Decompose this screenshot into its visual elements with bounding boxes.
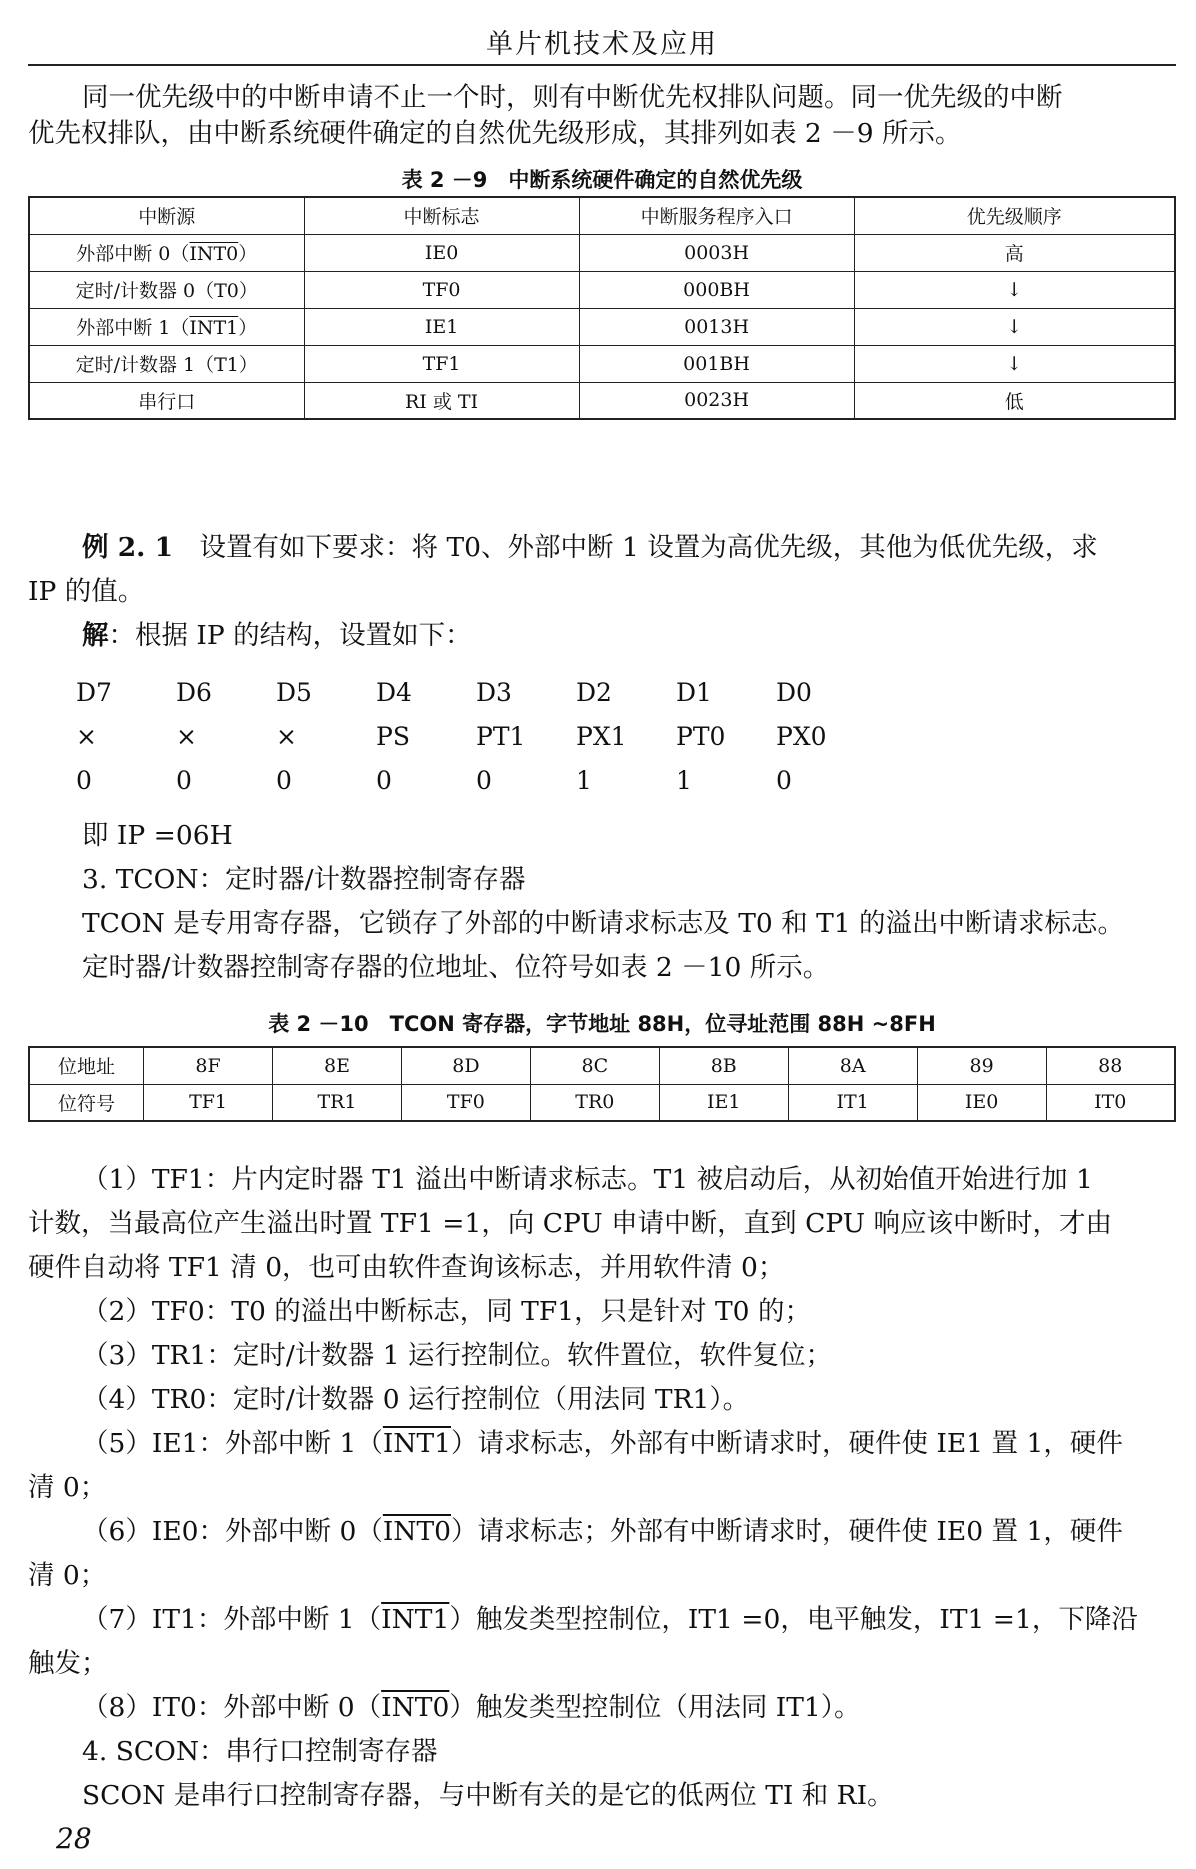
ie1-text: （5）IE1：外部中断 1（ xyxy=(82,1428,383,1459)
it0-text-end: ）触发类型控制位（用法同 IT1）。 xyxy=(449,1692,861,1723)
ie0-line-2: 清 0； xyxy=(28,1560,107,1591)
bit-cell: 1 xyxy=(676,765,692,795)
source-text: 定时/计数器 0（T0） xyxy=(75,280,258,302)
cell-flag: TF0 xyxy=(304,271,579,308)
ie1-line-2: 清 0； xyxy=(28,1472,107,1503)
table-2-9-caption: 表 2 －9 中断系统硬件确定的自然优先级 xyxy=(401,168,803,192)
bit-symbol-cell: TR1 xyxy=(273,1084,402,1121)
example-line-2: IP 的值。 xyxy=(28,576,145,607)
cell-entry: 001BH xyxy=(579,345,854,382)
bit-symbol-cell: TR0 xyxy=(530,1084,659,1121)
bit-row-symbols xyxy=(76,714,876,758)
tf1-line-3: 硬件自动将 TF1 清 0，也可由软件查询该标志，并用软件清 0； xyxy=(28,1252,785,1283)
solution-line xyxy=(28,614,1196,658)
cell-priority: ↓ xyxy=(854,308,1175,345)
it0-line xyxy=(28,1686,1196,1730)
bit-cell: PS xyxy=(376,721,410,751)
bit-address-cell: 8B xyxy=(659,1047,788,1084)
it1-text: （7）IT1：外部中断 1（ xyxy=(82,1604,382,1635)
bit-address-row xyxy=(29,1047,1175,1084)
source-text: 定时/计数器 1（T1） xyxy=(75,354,258,376)
it0-text: （8）IT0：外部中断 0（ xyxy=(82,1692,382,1723)
bit-address-cell: 88 xyxy=(1046,1047,1175,1084)
bit-cell: D2 xyxy=(576,677,612,707)
ip-bit-table xyxy=(76,670,876,802)
bit-address-cell: 8F xyxy=(144,1047,273,1084)
cell-entry: 0023H xyxy=(579,382,854,419)
ie0-overline: INT0 xyxy=(382,1516,452,1547)
source-text-end: ） xyxy=(238,317,258,339)
bit-symbol-row xyxy=(29,1084,1175,1121)
section-4-heading: 4. SCON：串行口控制寄存器 xyxy=(82,1736,438,1767)
table-row xyxy=(29,308,1175,345)
tr0-line: （4）TR0：定时/计数器 0 运行控制位（用法同 TR1）。 xyxy=(82,1384,750,1415)
example-line-1 xyxy=(28,526,1196,570)
table-row xyxy=(29,382,1175,419)
ie1-line-1 xyxy=(28,1422,1196,1466)
section-3-line-1: TCON 是专用寄存器，它锁存了外部的中断请求标志及 T0 和 T1 的溢出中断请求标志。 xyxy=(82,908,1125,939)
bit-symbol-cell: IT1 xyxy=(788,1084,917,1121)
bit-cell: × xyxy=(176,721,197,751)
intro-line-1: 同一优先级中的中断申请不止一个时，则有中断优先权排队问题。同一优先级的中断 xyxy=(82,82,1063,113)
solution-label: 解 xyxy=(82,620,109,651)
cell-flag: TF1 xyxy=(304,345,579,382)
bit-cell: 0 xyxy=(176,765,192,795)
cell-source xyxy=(29,345,304,382)
tr1-line: （3）TR1：定时/计数器 1 运行控制位。软件置位，软件复位； xyxy=(82,1340,832,1371)
cell-priority: 高 xyxy=(854,234,1175,271)
bit-row-names xyxy=(76,670,876,714)
cell-source xyxy=(29,271,304,308)
it1-overline: INT1 xyxy=(381,1604,450,1635)
table-row xyxy=(29,271,1175,308)
example-text: 设置有如下要求：将 T0、外部中断 1 设置为高优先级，其他为低优先级，求 xyxy=(173,532,1098,563)
cell-source xyxy=(29,234,304,271)
col-header-priority: 优先级顺序 xyxy=(854,197,1175,234)
col-header-source: 中断源 xyxy=(29,197,304,234)
intro-line-2: 优先权排队，由中断系统硬件确定的自然优先级形成，其排列如表 2 －9 所示。 xyxy=(28,118,962,149)
bit-cell: PT0 xyxy=(676,721,726,751)
table-header-row xyxy=(29,197,1175,234)
bit-cell: 1 xyxy=(576,765,592,795)
bit-cell: D7 xyxy=(76,677,112,707)
bit-cell: 0 xyxy=(776,765,792,795)
source-overline: INT0 xyxy=(189,243,239,265)
table-2-10-caption: 表 2 －10 TCON 寄存器，字节地址 88H，位寻址范围 88H ~8FH xyxy=(268,1012,936,1036)
it1-text-end: ）触发类型控制位，IT1 =0，电平触发，IT1 =1，下降沿 xyxy=(449,1604,1138,1635)
cell-entry: 0003H xyxy=(579,234,854,271)
row-label: 位地址 xyxy=(29,1047,144,1084)
cell-flag: RI 或 TI xyxy=(304,382,579,419)
tf1-line-1: （1）TF1：片内定时器 T1 溢出中断请求标志。T1 被启动后，从初始值开始进行加 1 xyxy=(82,1164,1093,1195)
bit-address-cell: 89 xyxy=(917,1047,1046,1084)
bit-address-cell: 8E xyxy=(273,1047,402,1084)
cell-priority: ↓ xyxy=(854,345,1175,382)
bit-cell: × xyxy=(276,721,297,751)
example-result: 即 IP =06H xyxy=(82,820,233,851)
cell-source xyxy=(29,308,304,345)
table-row xyxy=(29,345,1175,382)
cell-flag: IE1 xyxy=(304,308,579,345)
bit-address-cell: 8D xyxy=(401,1047,530,1084)
bit-cell: D3 xyxy=(476,677,512,707)
bit-cell: D6 xyxy=(176,677,212,707)
source-text-end: ） xyxy=(238,243,258,265)
source-text: 外部中断 1（ xyxy=(76,317,190,339)
ie0-text: （6）IE0：外部中断 0（ xyxy=(82,1516,383,1547)
section-4-line: SCON 是串行口控制寄存器，与中断有关的是它的低两位 TI 和 RI。 xyxy=(82,1780,894,1811)
section-3-line-2: 定时器/计数器控制寄存器的位地址、位符号如表 2 －10 所示。 xyxy=(82,952,830,983)
bit-cell: 0 xyxy=(276,765,292,795)
bit-cell: 0 xyxy=(376,765,392,795)
bit-address-cell: 8C xyxy=(530,1047,659,1084)
cell-priority: ↓ xyxy=(854,271,1175,308)
bit-symbol-cell: IT0 xyxy=(1046,1084,1175,1121)
bit-symbol-cell: IE1 xyxy=(659,1084,788,1121)
bit-cell: 0 xyxy=(76,765,92,795)
bit-cell: D1 xyxy=(676,677,712,707)
table-2-9 xyxy=(28,196,1176,420)
bit-symbol-cell: TF1 xyxy=(144,1084,273,1121)
col-header-entry: 中断服务程序入口 xyxy=(579,197,854,234)
solution-text: ：根据 IP 的结构，设置如下： xyxy=(108,620,472,651)
bit-cell: × xyxy=(76,721,97,751)
section-3-heading: 3. TCON：定时器/计数器控制寄存器 xyxy=(82,864,526,895)
bit-row-values xyxy=(76,758,876,802)
cell-entry: 0013H xyxy=(579,308,854,345)
cell-source xyxy=(29,382,304,419)
bit-symbol-cell: TF0 xyxy=(401,1084,530,1121)
source-overline: INT1 xyxy=(189,317,239,339)
tf0-line: （2）TF0：T0 的溢出中断标志，同 TF1，只是针对 T0 的； xyxy=(82,1296,811,1327)
bit-cell: D0 xyxy=(776,677,812,707)
ie0-line-1 xyxy=(28,1510,1196,1554)
cell-priority: 低 xyxy=(854,382,1175,419)
it0-overline: INT0 xyxy=(381,1692,450,1723)
example-label: 例 2. 1 xyxy=(82,532,174,563)
tf1-line-2: 计数，当最高位产生溢出时置 TF1 =1，向 CPU 申请中断，直到 CPU 响应该中断时，才由 xyxy=(28,1208,1112,1239)
bit-cell: PX1 xyxy=(576,721,627,751)
ie1-text-end: ）请求标志，外部有中断请求时，硬件使 IE1 置 1，硬件 xyxy=(451,1428,1123,1459)
ie0-text-end: ）请求标志；外部有中断请求时，硬件使 IE0 置 1，硬件 xyxy=(451,1516,1123,1547)
bit-cell: D5 xyxy=(276,677,312,707)
ie1-overline: INT1 xyxy=(382,1428,452,1459)
bit-cell: PT1 xyxy=(476,721,526,751)
header-rule xyxy=(28,64,1176,66)
it1-line-1 xyxy=(28,1598,1196,1642)
source-text: 外部中断 0（ xyxy=(76,243,190,265)
bit-address-cell: 8A xyxy=(788,1047,917,1084)
cell-entry: 000BH xyxy=(579,271,854,308)
running-head: 单片机技术及应用 xyxy=(486,29,718,60)
row-label: 位符号 xyxy=(29,1084,144,1121)
table-row xyxy=(29,234,1175,271)
source-text: 串行口 xyxy=(138,390,196,413)
col-header-flag: 中断标志 xyxy=(304,197,579,234)
bit-cell: PX0 xyxy=(776,721,827,751)
bit-symbol-cell: IE0 xyxy=(917,1084,1046,1121)
cell-flag: IE0 xyxy=(304,234,579,271)
page-number: 28 xyxy=(56,1822,92,1855)
bit-cell: D4 xyxy=(376,677,412,707)
table-2-10 xyxy=(28,1046,1176,1122)
it1-line-2: 触发； xyxy=(28,1648,108,1679)
bit-cell: 0 xyxy=(476,765,492,795)
